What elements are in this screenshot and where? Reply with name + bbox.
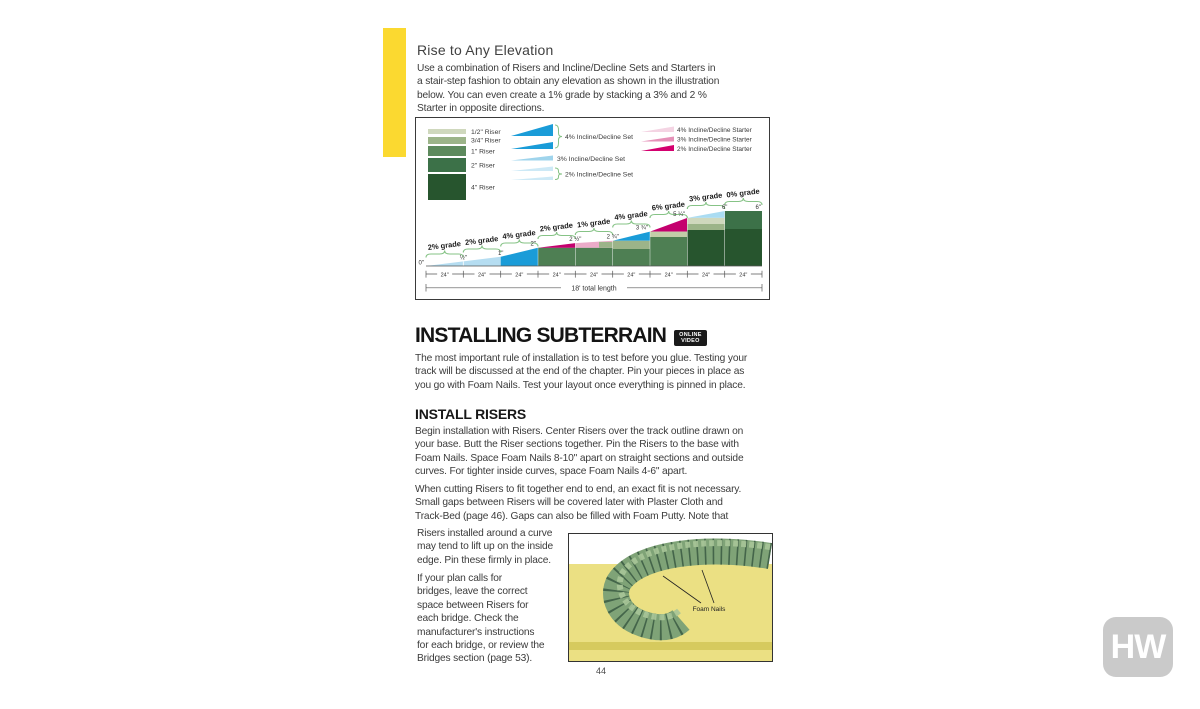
profile-riser-block (613, 241, 650, 249)
legend-risers (428, 129, 501, 200)
profile-riser-block (613, 249, 650, 266)
text-line: your base. Butt the Riser sections together. Pin the Risers to the base with (415, 439, 739, 451)
grade-label: 2% grade (539, 220, 574, 234)
figure-risers-svg (569, 534, 772, 661)
installing-section (415, 324, 779, 392)
legend-label: 2% Incline/Decline Set (565, 171, 634, 179)
riser-1-swatch (428, 146, 466, 156)
segment-length-label: 24" (739, 272, 748, 279)
segment-length-label: 24" (477, 272, 487, 279)
legend-label: 4" Riser (471, 184, 495, 192)
text-line: curves. For tighter inside curves, space Foam Nails 4-6" apart. (415, 466, 688, 478)
grade-label: 3% grade (688, 190, 723, 204)
intro-section (417, 42, 779, 116)
install-risers-paragraph2-wrap (417, 527, 575, 567)
text-line: below. You can even create a 1% grade by stacking a 3% and 2 % (417, 89, 707, 101)
height-label: 2" (530, 241, 536, 248)
segment-length-label: 24" (701, 272, 711, 279)
height-label: 2 ½" (569, 237, 582, 243)
text-line: When cutting Risers to fit together end to end, an exact fit is not necessary. (415, 484, 742, 495)
online-video-badge (674, 330, 707, 346)
profile-starter-wedge (650, 218, 687, 232)
text-line: bridges, leave the correct (417, 586, 528, 598)
legend-sets (511, 124, 633, 180)
profile-riser-block (687, 218, 724, 224)
text-line: The most important rule of installation is to test before you glue. Testing your (415, 353, 748, 364)
hw-watermark: HW (1103, 617, 1173, 677)
legend-label: 4% Incline/Decline Starter (677, 127, 752, 134)
segment-length-label: 24" (627, 272, 636, 279)
legend-label: 1/2" Riser (471, 129, 501, 136)
intro-paragraph (417, 62, 779, 116)
height-label: ½" (459, 255, 467, 262)
grade-label: 1% grade (576, 216, 611, 230)
height-label: 1" (497, 250, 504, 257)
height-label: 0" (418, 260, 424, 267)
profile-3pct-wedge (687, 211, 724, 218)
text-line: a stair-step fashion to obtain any elevation as shown in the illustration (417, 76, 720, 88)
segment-length-label: 24" (664, 272, 673, 279)
legend-brace (555, 125, 562, 148)
profile-starter-wedge (538, 243, 575, 248)
segment-length-label: 24" (440, 272, 449, 279)
grade-label: 2% grade (427, 239, 462, 253)
legend-label: 3/4" Riser (471, 137, 501, 145)
text-line: Starter in opposite directions. (417, 103, 545, 115)
badge-line1: ONLINE (679, 331, 702, 338)
text-line: Risers installed around a curve (417, 528, 553, 539)
badge-line2: VIDEO (681, 337, 700, 344)
riser-4-swatch (428, 174, 466, 200)
profile-riser-block (575, 248, 612, 266)
accent-bar (383, 28, 406, 157)
height-label: 5 ¼" (673, 211, 686, 218)
legend-starters (641, 127, 753, 154)
text-line: you go with Foam Nails. Test your layout once everything is pinned in place. (415, 379, 746, 391)
grade-label: 6% grade (651, 199, 686, 213)
text-line: for each bridge, or review the (417, 640, 545, 652)
page-number: 44 (595, 666, 606, 676)
legend-label: 2% Incline/Decline Starter (677, 146, 752, 153)
text-line: each bridge. Check the (417, 613, 519, 625)
legend-label: 1" Riser (471, 148, 495, 156)
text-line: track will be discussed at the end of the chapter. Pin your pieces in place as (415, 366, 745, 378)
legend-label: 2" Riser (471, 162, 495, 170)
elevation-diagram (415, 117, 770, 300)
section-heading-install-risers: INSTALL RISERS (415, 406, 527, 422)
text-line: edge. Pin these firmly in place. (417, 554, 551, 566)
section-heading-installing: INSTALLING SUBTERRAIN (415, 324, 667, 347)
total-length-label: 18' total length (571, 285, 617, 293)
set-4-wedge (511, 142, 553, 149)
profile-riser-block (687, 230, 724, 266)
starter-2-wedge (641, 145, 674, 151)
text-line: Track-Bed (page 46). Gaps can also be filled with Foam Putty. Note that (415, 510, 729, 522)
section-heading-rise: Rise to Any Elevation (417, 42, 554, 58)
profile-riser-block (599, 242, 613, 248)
height-label: 6" (755, 205, 761, 211)
grade-label: 4% grade (613, 209, 649, 223)
profile-riser-block (687, 224, 724, 230)
text-line: Begin installation with Risers. Center Risers over the track outline drawn on (415, 426, 744, 437)
profile-riser-block (725, 229, 762, 266)
text-line: may tend to lift up on the inside (417, 541, 554, 553)
install-risers-section (415, 406, 779, 479)
text-line: Foam Nails. Space Foam Nails 8-10" apart on straight sections and outside (415, 452, 744, 464)
set-2-wedge (511, 177, 553, 181)
foam-nails-label: Foam Nails (692, 606, 726, 613)
profile-riser-block (650, 237, 687, 266)
install-risers-paragraph2 (415, 483, 779, 523)
height-label: 6" (721, 205, 728, 211)
profile-riser-block (650, 232, 687, 237)
figure-base-edge (569, 642, 772, 650)
profile-4pct-wedge (501, 248, 538, 266)
set-4-wedge (511, 124, 553, 136)
riser-34-swatch (428, 137, 466, 144)
grade-label: 0% grade (725, 186, 761, 200)
installing-paragraph (415, 352, 779, 392)
legend-brace (555, 168, 562, 180)
text-line: Use a combination of Risers and Incline/Decline Sets and Starters in (417, 63, 716, 74)
legend-label: 3% Incline/Decline Starter (677, 136, 752, 144)
segment-length-label: 24" (515, 272, 524, 279)
text-line: If your plan calls for (417, 573, 503, 584)
text-line: Small gaps between Risers will be covered later with Plaster Cloth and (415, 497, 723, 509)
starter-4-wedge (641, 127, 674, 133)
riser-2-swatch (428, 158, 466, 172)
grade-label: 2% grade (464, 234, 499, 248)
elevation-diagram-svg (416, 118, 769, 299)
height-label: 3 ¾" (635, 225, 648, 232)
legend-label: 4% Incline/Decline Set (565, 134, 634, 141)
text-line: manufacturer's instructions (417, 626, 535, 638)
profile-riser-block (725, 211, 762, 229)
segment-length-label: 24" (589, 272, 599, 279)
segment-length-label: 24" (552, 272, 561, 279)
install-risers-paragraph1 (415, 425, 779, 479)
text-line: space between Risers for (417, 599, 529, 611)
bridges-paragraph (417, 572, 575, 666)
set-2-wedge (511, 167, 553, 172)
height-label: 2 ¾" (606, 234, 619, 241)
set-3-wedge (511, 156, 553, 161)
legend-label: 3% Incline/Decline Set (557, 156, 626, 163)
starter-3-wedge (641, 137, 674, 142)
riser-half-swatch (428, 129, 466, 134)
grade-label: 4% grade (501, 228, 537, 242)
figure-risers-curve (568, 533, 773, 662)
text-line: Bridges section (page 53). (417, 653, 533, 665)
profile-riser-block (538, 248, 575, 266)
